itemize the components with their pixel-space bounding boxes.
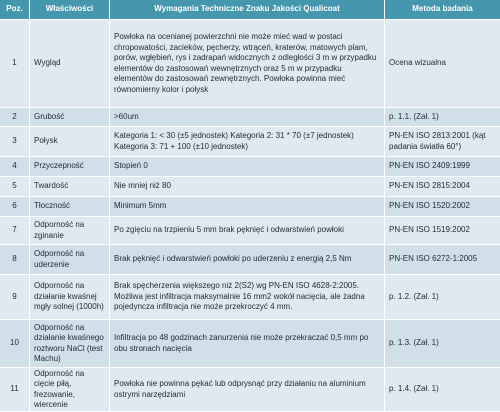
cell-position: 5 <box>0 177 30 197</box>
cell-property: Odporność na uderzenie <box>30 245 110 275</box>
cell-method: PN-EN ISO 2409:1999 <box>385 157 500 177</box>
cell-method: PN-EN ISO 1519:2002 <box>385 217 500 245</box>
cell-position: 8 <box>0 245 30 275</box>
cell-position: 1 <box>0 20 30 108</box>
cell-property: Połysk <box>30 127 110 157</box>
cell-position: 10 <box>0 320 30 368</box>
cell-position: 9 <box>0 275 30 320</box>
cell-property: Odporność na działanie kwaśnego roztworu NaCl (test Machu) <box>30 320 110 368</box>
cell-position: 6 <box>0 197 30 217</box>
cell-requirement: Po zgięciu na trzpieniu 5 mm brak pęknięć i odwarstwień powłoki <box>110 217 385 245</box>
cell-property: Tłoczność <box>30 197 110 217</box>
cell-property: Wygląd <box>30 20 110 108</box>
cell-method: Ocena wizualna <box>385 20 500 108</box>
cell-requirement: Kategoria 1: < 30 (±5 jednostek) Kategoria 2: 31 * 70 (±7 jednostek) Kategoria 3: 71 + 100 (±10 jednostek) <box>110 127 385 157</box>
cell-requirement: Brak pęknięć i odwarstwień powłoki po uderzeniu z energią 2,5 Nm <box>110 245 385 275</box>
cell-requirement: Nie mniej niż 80 <box>110 177 385 197</box>
cell-property: Odporność na zginanie <box>30 217 110 245</box>
cell-position: 11 <box>0 368 30 412</box>
cell-property: Przyczepność <box>30 157 110 177</box>
header-position: Poz. <box>0 0 30 20</box>
cell-property: Odporność na działanie kwaśnej mgły solnej (1000h) <box>30 275 110 320</box>
header-method: Metoda badania <box>385 0 500 20</box>
cell-position: 4 <box>0 157 30 177</box>
cell-position: 2 <box>0 108 30 127</box>
header-property: Właściwości <box>30 0 110 20</box>
cell-requirement: Brak spęcherzenia większego niż 2(S2) wg PN-EN ISO 4628-2:2005. Możliwa jest infiltracja maksymalnie 16 mm2 wokół nacięcia, ale żadna pojedyncza infiltracja nie może przekroczyć 4 mm. <box>110 275 385 320</box>
cell-requirement: Stopień 0 <box>110 157 385 177</box>
cell-method: p. 1.2. (Zał. 1) <box>385 275 500 320</box>
cell-method: p. 1.1. (Zał. 1) <box>385 108 500 127</box>
cell-method: PN-EN ISO 2815:2004 <box>385 177 500 197</box>
cell-method: p. 1.4. (Zał. 1) <box>385 368 500 412</box>
cell-requirement: Minimum 5mm <box>110 197 385 217</box>
cell-requirement: Powłoka nie powinna pękać lub odprysnąć przy działaniu na aluminium ostrymi narzędziami <box>110 368 385 412</box>
cell-method: PN-EN ISO 6272-1:2005 <box>385 245 500 275</box>
cell-requirement: Infiltracja po 48 godzinach zanurzenia nie może przekraczać 0,5 mm po obu stronach nacięcia <box>110 320 385 368</box>
cell-requirement: Powłoka na ocenianej powierzchni nie może mieć wad w postaci chropowatości, zacieków, pęcherzy, wtrąceń, kraterów, matowych plam, porów, wgłębień, rys i zadrapań widocznych z odległości 3 m w przypadku elementów do zastosowań wewnętrznych oraz 5 m w przypadku elementów do zastosowań zewnętrznych. Powłoka powinna mieć równomierny kolor i połysk <box>110 20 385 108</box>
cell-property: Twardość <box>30 177 110 197</box>
header-requirement: Wymagania Techniczne Znaku Jakości Qualicoat <box>110 0 385 20</box>
cell-property: Odporność na cięcie piłą, frezowanie, wiercenie <box>30 368 110 412</box>
cell-property: Grubość <box>30 108 110 127</box>
cell-position: 3 <box>0 127 30 157</box>
cell-method: p. 1.3. (Zał. 1) <box>385 320 500 368</box>
cell-method: PN-EN ISO 2813:2001 (kąt padania światła 60°) <box>385 127 500 157</box>
cell-requirement: >60um <box>110 108 385 127</box>
cell-method: PN-EN ISO 1520:2002 <box>385 197 500 217</box>
cell-position: 7 <box>0 217 30 245</box>
